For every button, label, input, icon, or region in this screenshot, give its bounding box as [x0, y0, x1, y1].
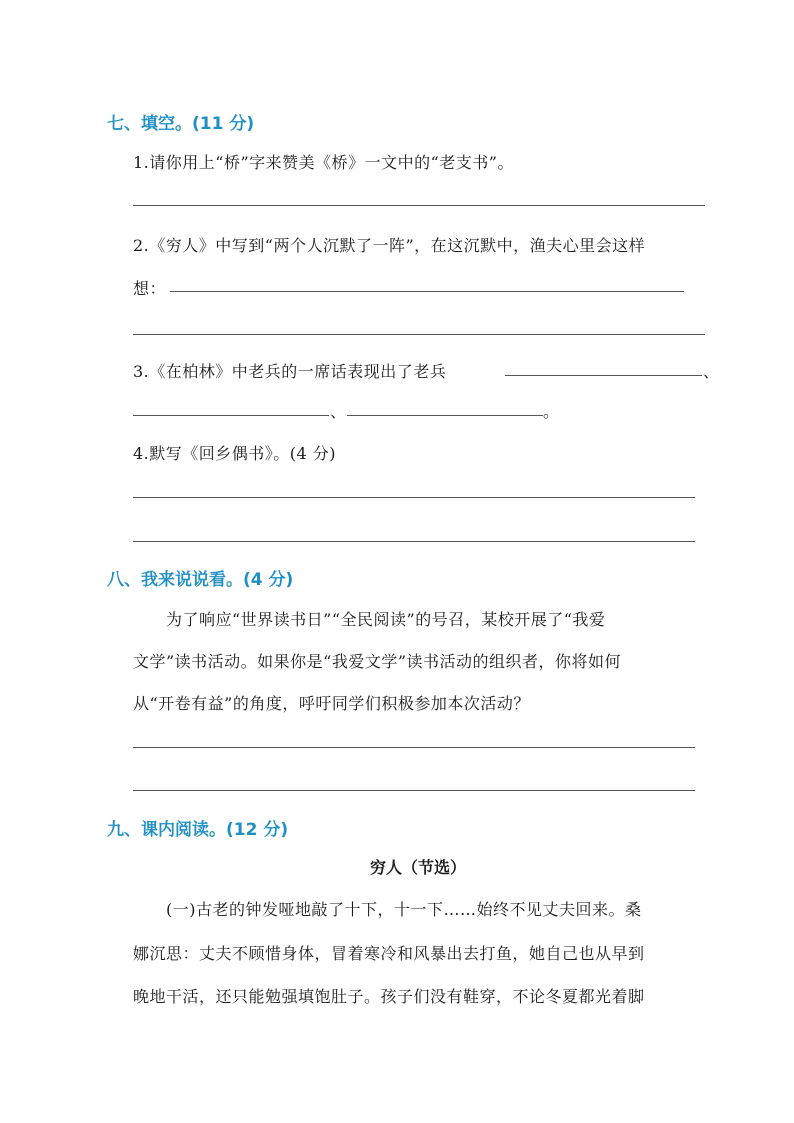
question-3: 3.《在柏林》中老兵的一席话表现出了老兵 [133, 362, 447, 381]
section-8-heading: 八、我来说说看。(4 分) [107, 570, 294, 590]
passage-line-2: 娜沉思：丈夫不顾惜身体，冒着寒冷和风暴出去打鱼，她自己也从早到 [133, 944, 645, 963]
answer-line[interactable] [133, 205, 705, 206]
answer-blank[interactable] [133, 415, 329, 416]
question-2: 2.《穷人》中写到“两个人沉默了一阵”，在这沉默中，渔夫心里会这样 [133, 236, 646, 255]
period: 。 [543, 402, 560, 421]
passage-title: 穷人（节选） [370, 858, 467, 877]
answer-line[interactable] [133, 334, 705, 335]
answer-line[interactable] [133, 541, 695, 542]
separator: 、 [330, 402, 347, 421]
passage-line-3: 晚地干活，还只能勉强填饱肚子。孩子们没有鞋穿，不论冬夏都光着脚 [133, 987, 645, 1006]
passage-line-1: (一)古老的钟发哑地敲了十下，十一下……始终不见丈夫回来。桑 [166, 900, 642, 919]
answer-blank[interactable] [505, 375, 702, 376]
answer-line[interactable] [133, 497, 695, 498]
section-7-heading: 七、填空。(11 分) [107, 114, 255, 134]
separator: 、 [703, 362, 720, 381]
prompt-line-3: 从“开卷有益”的角度，呼吁同学们积极参加本次活动？ [133, 694, 530, 713]
answer-line[interactable] [133, 747, 695, 748]
section-9-heading: 九、课内阅读。(12 分) [107, 820, 289, 840]
prompt-line-1: 为了响应“世界读书日”“全民阅读”的号召，某校开展了“我爱 [166, 610, 606, 629]
question-4: 4.默写《回乡偶书》。(4 分) [133, 444, 337, 463]
question-1: 1.请你用上“桥”字来赞美《桥》一文中的“老支书”。 [133, 153, 514, 172]
answer-blank[interactable] [347, 415, 543, 416]
prompt-line-2: 文学”读书活动。如果你是“我爱文学”读书活动的组织者，你将如何 [133, 652, 622, 671]
answer-line[interactable] [170, 291, 684, 292]
answer-line[interactable] [133, 790, 695, 791]
question-2-prefix: 想： [133, 279, 167, 298]
